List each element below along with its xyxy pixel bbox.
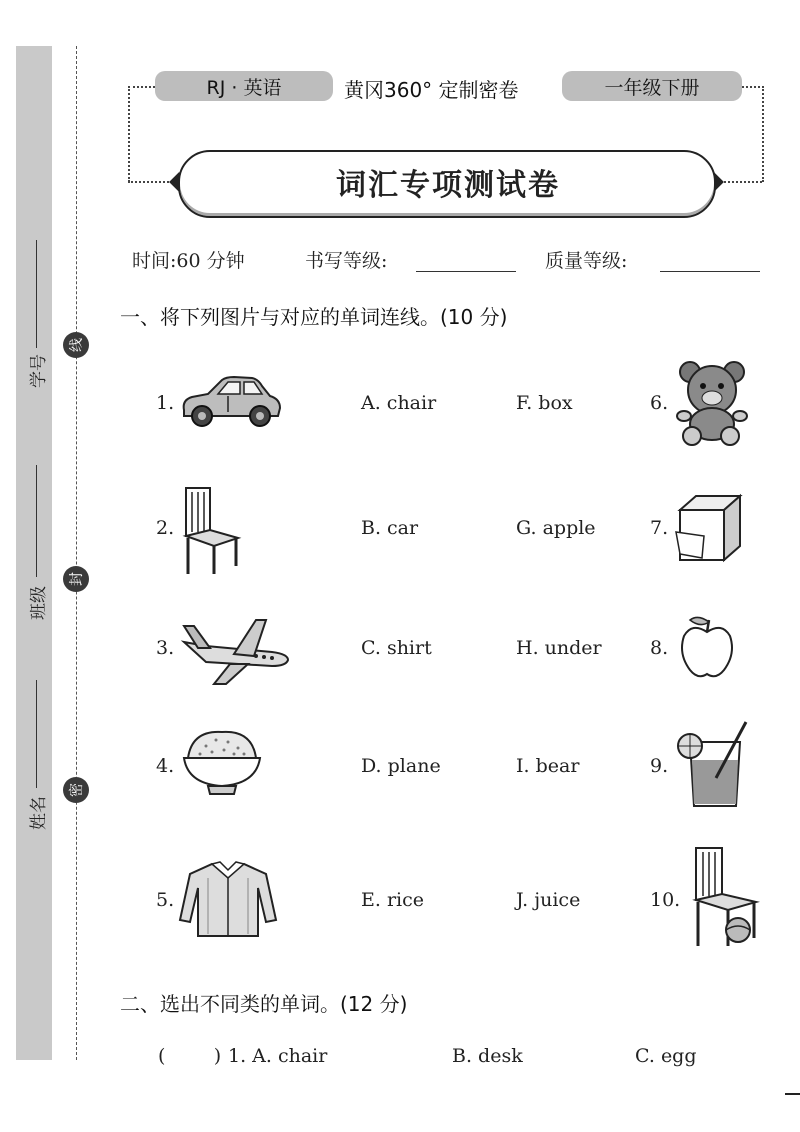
plane-picture — [180, 616, 292, 686]
word-option[interactable]: A. chair — [361, 392, 437, 414]
quality-grade-blank[interactable] — [660, 271, 760, 272]
word-option[interactable]: I. bear — [516, 755, 580, 777]
item-number: 4. — [156, 755, 175, 777]
word-option[interactable]: B. car — [361, 517, 419, 539]
word-option[interactable]: G. apple — [516, 517, 596, 539]
writing-grade-blank[interactable] — [416, 271, 516, 272]
item-number: 7. — [650, 517, 669, 539]
word-option[interactable]: C. shirt — [361, 637, 432, 659]
page-edge-mark — [785, 1093, 800, 1095]
student-id-field[interactable] — [36, 240, 37, 348]
question-option-c: C. egg — [635, 1045, 697, 1067]
class-label: 班级 — [29, 586, 49, 620]
frame-dots-top-left — [128, 86, 155, 88]
juice-picture — [676, 718, 752, 810]
frame-dots-right — [762, 86, 764, 182]
item-number: 10. — [650, 889, 681, 911]
question-option-b: B. desk — [452, 1045, 523, 1067]
item-number: 5. — [156, 889, 175, 911]
word-option[interactable]: H. under — [516, 637, 602, 659]
seal-line-mark: 线 — [63, 332, 89, 358]
item-number: 2. — [156, 517, 175, 539]
word-option[interactable]: J. juice — [516, 889, 581, 911]
page-title: 词汇专项测试卷 — [336, 168, 560, 203]
frame-dots-top-right — [742, 86, 764, 88]
shirt-picture — [178, 858, 278, 938]
item-number: 3. — [156, 637, 175, 659]
item-number: 6. — [650, 392, 669, 414]
frame-dots-left — [128, 86, 130, 182]
section-1-heading: 一、将下列图片与对应的单词连线。(10 分) — [120, 305, 508, 329]
section-2-heading: 二、选出不同类的单词。(12 分) — [120, 992, 408, 1016]
quality-grade-label: 质量等级: — [545, 250, 628, 272]
seal-seal-mark: 封 — [63, 566, 89, 592]
class-field[interactable] — [36, 465, 37, 577]
writing-grade-label: 书写等级: — [305, 250, 388, 272]
student-id-label: 学号 — [29, 354, 49, 388]
box-picture — [674, 488, 746, 568]
brand-title: 黄冈360° 定制密卷 — [344, 78, 519, 102]
question-option-a: 1. A. chair — [228, 1045, 328, 1067]
name-field[interactable] — [36, 680, 37, 788]
fold-line — [76, 46, 77, 1060]
name-label: 姓名 — [29, 796, 49, 830]
grade-tag: 一年级下册 — [562, 71, 742, 101]
binding-strip — [16, 46, 52, 1060]
rice-picture — [182, 728, 262, 796]
apple-picture — [678, 614, 736, 680]
word-option[interactable]: D. plane — [361, 755, 441, 777]
subject-tag: RJ · 英语 — [155, 71, 333, 101]
answer-bracket[interactable]: ( ) — [158, 1045, 222, 1067]
ball-under-chair-picture — [690, 846, 762, 950]
seal-secret-mark: 密 — [63, 777, 89, 803]
chair-picture — [180, 486, 242, 576]
car-picture — [178, 372, 284, 432]
time-limit: 时间:60 分钟 — [132, 250, 245, 272]
word-option[interactable]: F. box — [516, 392, 573, 414]
item-number: 1. — [156, 392, 175, 414]
word-option[interactable]: E. rice — [361, 889, 424, 911]
item-number: 8. — [650, 637, 669, 659]
item-number: 9. — [650, 755, 669, 777]
teddy-bear-picture — [676, 360, 748, 446]
